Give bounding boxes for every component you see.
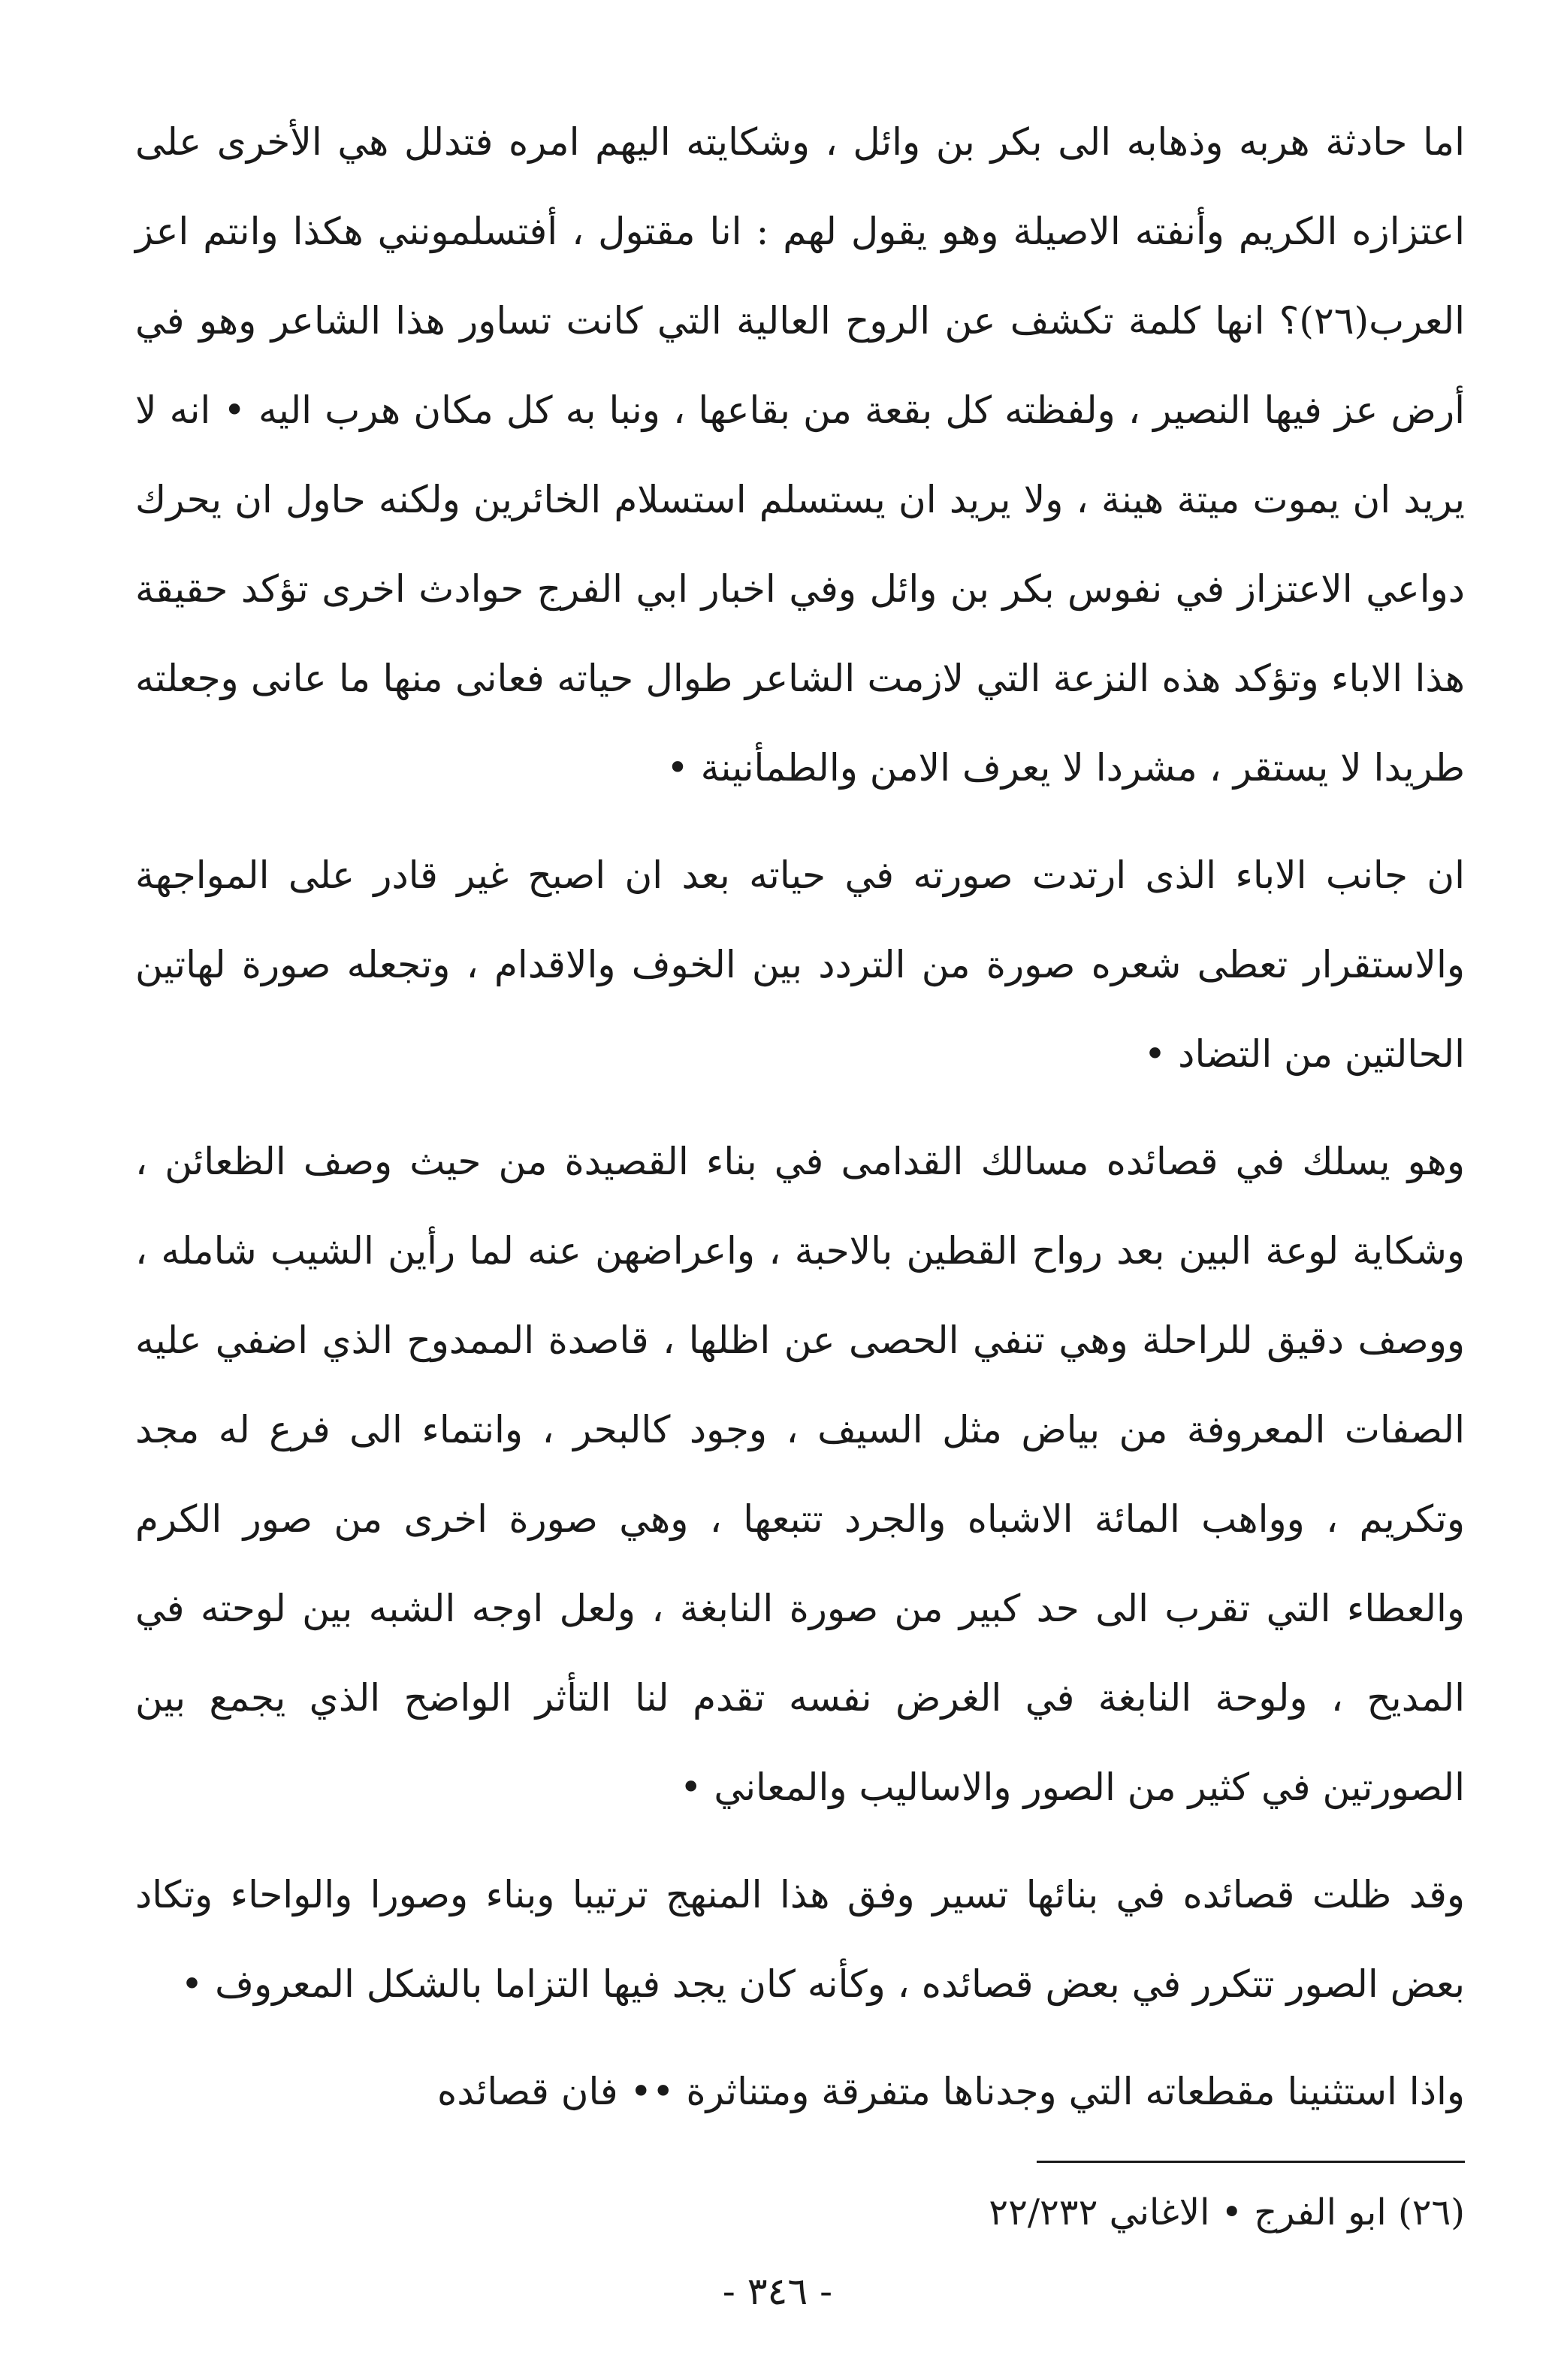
paragraph-3: وهو يسلك في قصائده مسالك القدامى في بناء القصيدة من حيث وصف الظعائن ، وشكاية لوعة البين بعد رواح القطين بالاحبة ، واعراضهن عنه لما رأين الشيب شامله ، ووصف دقيق للراحلة وهي تنفي الحصى عن اظلها ، قاصدة الممدوح الذي اضفي عليه الصفات المعروفة من بياض مثل السيف ، وجود كالبحر ، وانتماء الى فرع له مجد وتكريم ، وواهب المائة الاشباه والجرد تتبعها ، وهي صورة اخرى من صور الكرم والعطاء التي تقرب الى حد كبير من صورة النابغة ، ولعل اوجه الشبه بين لوحته في المديح ، ولوحة النابغة في الغرض نفسه تقدم لنا التأثر الواضح الذي يجمع بين الصورتين في كثير من الصور والاساليب والمعاني • [135, 1140, 1466, 1809]
paragraph-4: وقد ظلت قصائده في بنائها تسير وفق هذا المنهج ترتيبا وبناء وصورا والواحاء وتكاد بعض الصور تتكرر في بعض قصائده ، وكأنه كان يجد فيها التزاما بالشكل المعروف • [135, 1873, 1465, 2006]
paragraph-1: اما حادثة هربه وذهابه الى بكر بن وائل ، وشكايته اليهم امره فتدلل هي الأخرى على اعتزازه الكريم وأنفته الاصيلة وهو يقول لهم : انا مقتول ، أفتسلمونني هكذا وانتم اعز العرب(٢٦)؟ انها كلمة تكشف عن الروح العالية التي كانت تساور هذا الشاعر وهو في أرض عز فيها النصير ، ولفظته كل بقعة من بقاعها ، ونبا به كل مكان هرب اليه • انه لا يريد ان يموت ميتة هينة ، ولا يريد ان يستسلم استسلام الخائرين ولكنه حاول ان يحرك دواعي الاعتزاز في نفوس بكر بن وائل وفي اخبار ابي الفرج حوادث اخرى تؤكد حقيقة هذا الاباء وتؤكد هذه النزعة التي لازمت الشاعر طوال حياته فعانى منها ما عانى وجعلته طريدا لا يستقر ، مشردا لا يعرف الامن والطمأنينة • [135, 120, 1466, 790]
footnote-divider [1037, 2161, 1465, 2163]
paragraph-2: ان جانب الاباء الذى ارتدت صورته في حياته بعد ان اصبح غير قادر على المواجهة والاستقرار تعطى شعره صورة من التردد بين الخوف والاقدام ، وتجعله صورة لهاتين الحالتين من التضاد • [135, 853, 1465, 1076]
main-text-block [135, 98, 1465, 2137]
footnote: (٢٦) ابو الفرج • الاغاني ٢٢/٢٣٢ [989, 2191, 1465, 2234]
page-number: - ٣٤٦ - [722, 2270, 833, 2313]
paragraph-5: واذا استثنينا مقطعاته التي وجدناها متفرقة ومتناثرة •• فان قصائده [437, 2070, 1465, 2113]
